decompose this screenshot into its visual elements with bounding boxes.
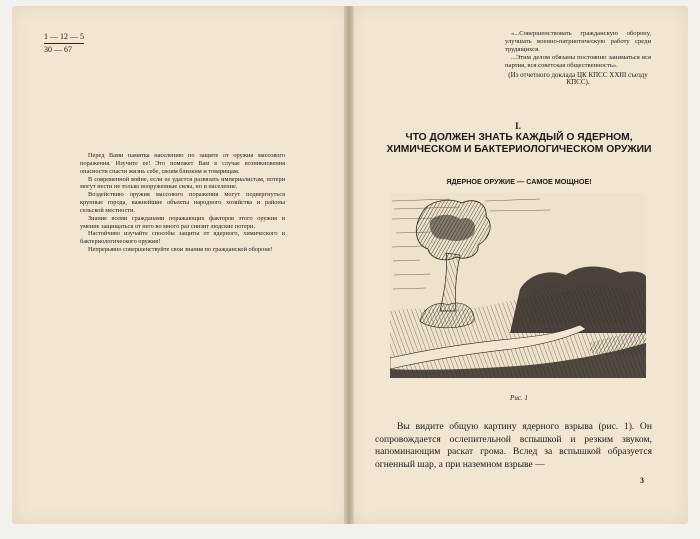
epigraph bbox=[505, 30, 651, 87]
section-number: I. bbox=[514, 122, 522, 132]
epigraph-source: (Из отчетного доклада ЦК КПСС XXIII съезду КПСС). bbox=[508, 70, 648, 87]
body-text bbox=[375, 421, 652, 471]
memo-paragraph: Перед Вами памятка населению по защите от оружия массового поражения. Изучите ее! Это поможет Вам в случае возникновения опасности спасти жизнь себе, своим близким и товарищам. bbox=[80, 152, 285, 175]
section-subheading: ЯДЕРНОЕ ОРУЖИЕ — САМОЕ МОЩНОЕ! bbox=[446, 177, 592, 186]
publication-code bbox=[44, 31, 84, 55]
epigraph-line: ...Этим делом обязаны постоянно заниматься вся партия, вся советская общественность». bbox=[505, 53, 651, 69]
code-top: 1 — 12 — 5 bbox=[44, 31, 84, 44]
figure-caption: Рис. 1 bbox=[510, 394, 528, 402]
memo-paragraph: В современной войне, если ее удастся развязать империалистам, потери могут нести не только вооруженные силы, но и население. bbox=[80, 175, 285, 191]
code-bottom: 30 — 67 bbox=[44, 45, 72, 54]
left-page bbox=[12, 6, 348, 524]
memo-paragraph: Настойчиво изучайте способы защиты от ядерного, химического и бактериологического оружия! bbox=[80, 230, 285, 246]
nuclear-explosion-illustration bbox=[390, 193, 646, 378]
book-gutter bbox=[344, 6, 354, 524]
section-heading: ЧТО ДОЛЖЕН ЗНАТЬ КАЖДЫЙ О ЯДЕРНОМ, ХИМИЧЕСКОМ И БАКТЕРИОЛОГИЧЕСКОМ ОРУЖИИ bbox=[386, 132, 652, 156]
body-paragraph: Вы видите общую картину ядерного взрыва (рис. 1). Он сопровождается ослепительной вспышкой и резким звуком, напоминающим раскат грома. Вслед за вспышкой образуется огненный шар, а при наземном взрыве — bbox=[375, 421, 652, 470]
memo-text bbox=[80, 152, 285, 254]
epigraph-line: «...Совершенствовать гражданскую оборону, улучшать военно-патриотическую работу среди трудящихся. bbox=[505, 30, 651, 53]
memo-paragraph: Непрерывно совершенствуйте свои знания по гражданской обороне! bbox=[88, 246, 273, 254]
memo-paragraph: Воздействию оружия массового поражения могут подвергнуться крупные города, важнейшие объекты народного хозяйства и районы сельской местности. bbox=[80, 191, 285, 214]
memo-paragraph: Знание всеми гражданами поражающих факторов этого оружия и умение защищаться от него во много раз снизит людские потери. bbox=[80, 214, 285, 230]
page-number: 3 bbox=[640, 476, 644, 485]
